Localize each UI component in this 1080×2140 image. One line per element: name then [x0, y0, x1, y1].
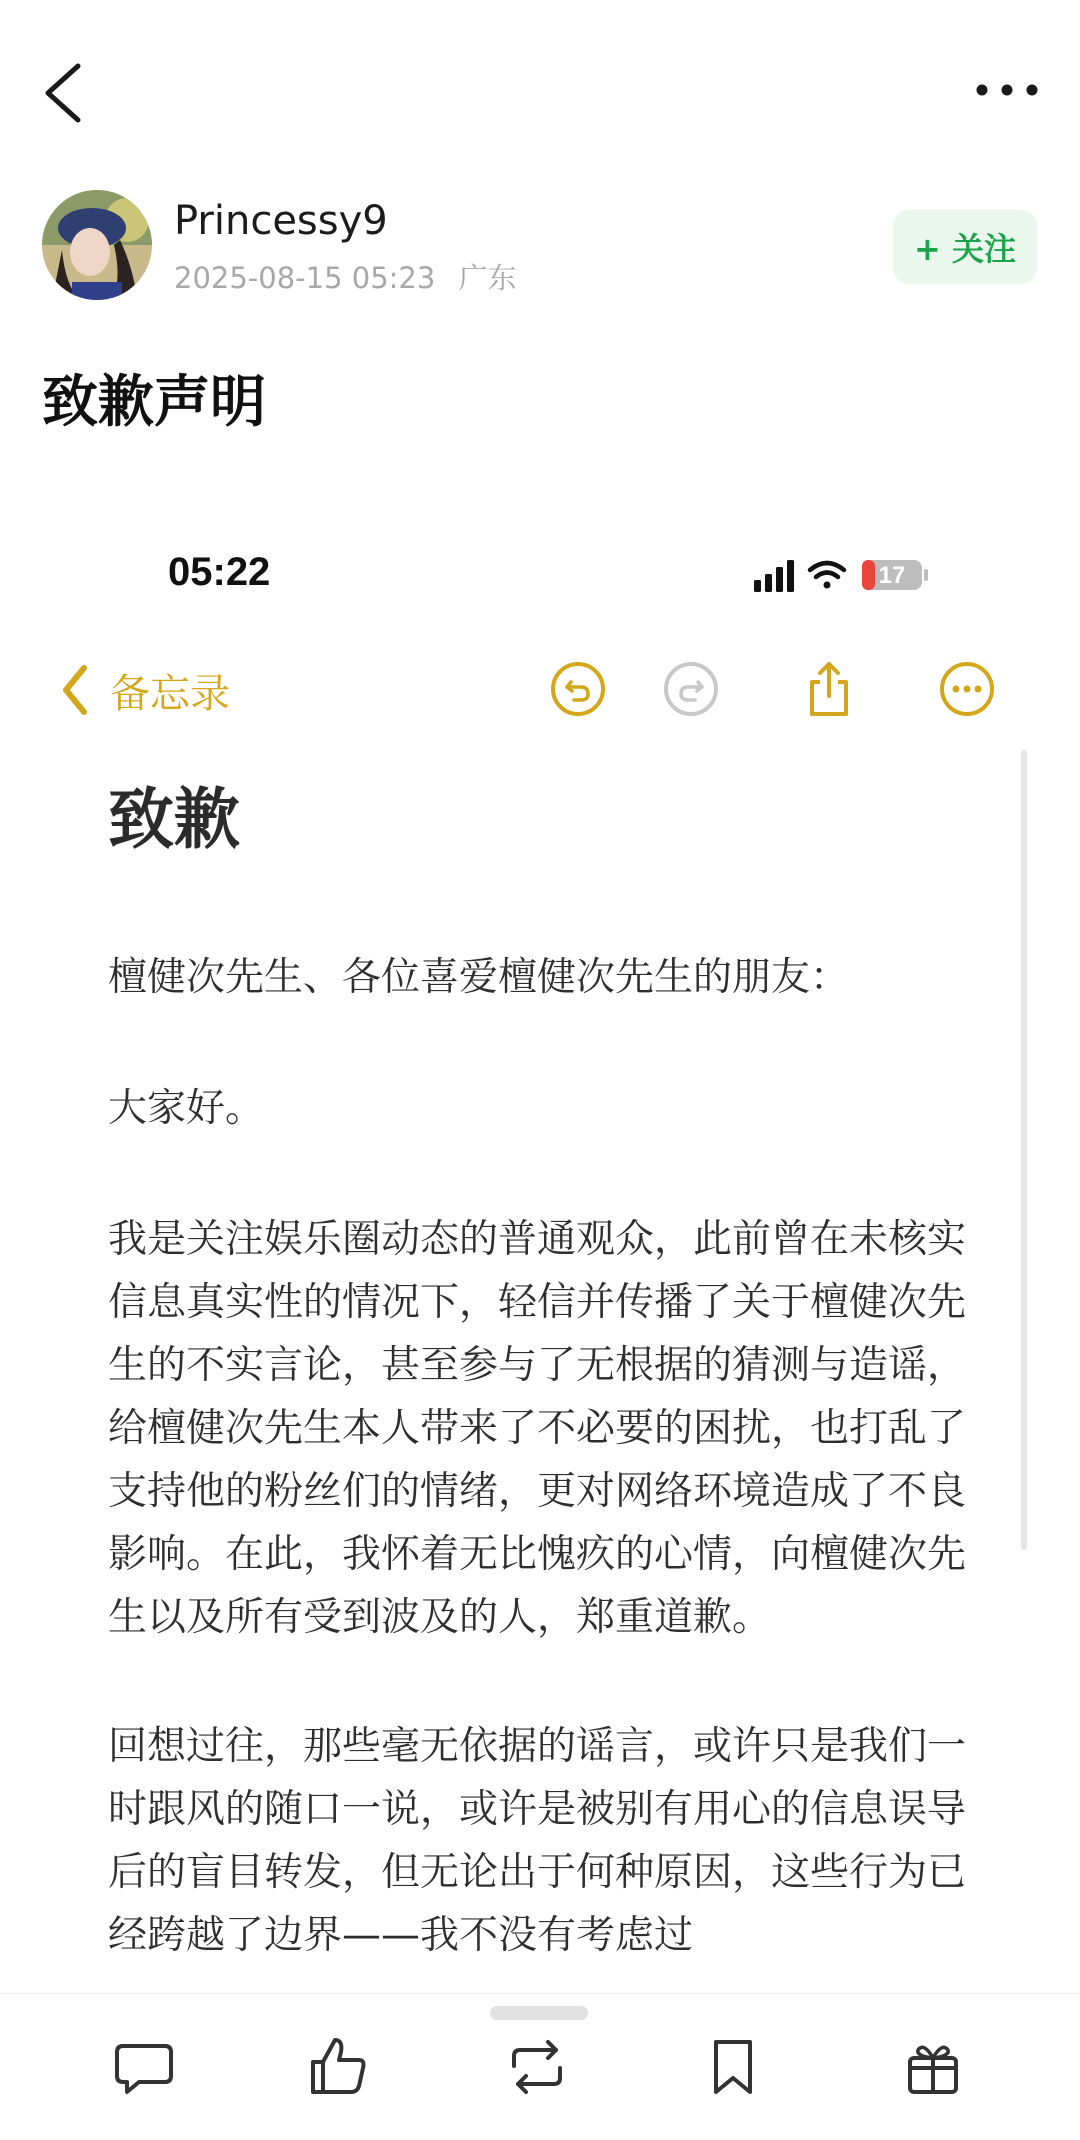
- post-location: 广东: [458, 261, 517, 295]
- redo-icon: [662, 660, 720, 718]
- gift-button[interactable]: [898, 2032, 968, 2102]
- wifi-icon: [810, 563, 844, 589]
- comment-icon: [109, 2032, 179, 2102]
- redo-button[interactable]: [662, 660, 720, 718]
- repost-icon: [502, 2032, 572, 2102]
- author-row: [0, 190, 1080, 310]
- undo-button[interactable]: [549, 660, 607, 718]
- more-circle-icon: [938, 660, 996, 718]
- drag-handle[interactable]: [490, 2006, 588, 2020]
- undo-icon: [549, 660, 607, 718]
- author-name[interactable]: Princessy9: [174, 198, 388, 244]
- note-salutation: 檀健次先生、各位喜爱檀健次先生的朋友：: [108, 955, 850, 1000]
- cellular-signal-icon: [754, 560, 794, 592]
- post-timestamp: 2025-08-15 05:23: [174, 261, 436, 295]
- note-greeting: 大家好。: [108, 1086, 265, 1131]
- note-title: 致歉: [108, 781, 240, 858]
- top-nav-bar: [0, 0, 1080, 180]
- bottom-action-bar: [0, 1993, 1080, 2140]
- share-icon: [800, 660, 858, 718]
- comment-button[interactable]: [109, 2032, 179, 2102]
- post-title: 致歉声明: [42, 370, 266, 435]
- more-options-button[interactable]: [972, 72, 1042, 108]
- note-paragraph: 我是关注娱乐圈动态的普通观众，此前曾在未核实信息真实性的情况下，轻信并传播了关于檀健次先生的不实言论，甚至参与了无根据的猜测与造谣，给檀健次先生本人带来了不必要的困扰，也打乱了支持他的粉丝们的情绪，更对网络环境造成了不良影响。在此，我怀着无比愧疚的心情，向檀健次先生以及所有受到波及的人，郑重道歉。: [108, 1217, 967, 1640]
- embedded-screenshot[interactable]: [0, 520, 1080, 1995]
- note-body: [108, 760, 968, 1967]
- notes-toolbar: [0, 638, 1080, 738]
- like-icon: [303, 2032, 373, 2102]
- bookmark-icon: [698, 2032, 768, 2102]
- share-button[interactable]: [800, 660, 858, 718]
- note-paragraph: 回想过往，那些毫无依据的谣言，或许只是我们一时跟风的随口一说，或许是被别有用心的信息误导后的盲目转发，但无论出于何种原因，这些行为已经跨越了边界——我不没有考虑过: [108, 1724, 967, 1958]
- status-icons: [752, 554, 952, 598]
- repost-button[interactable]: [502, 2032, 572, 2102]
- notes-back-button[interactable]: [60, 660, 230, 720]
- scrollbar[interactable]: [1021, 750, 1027, 1550]
- chevron-left-icon: [60, 664, 90, 716]
- gift-icon: [898, 2032, 968, 2102]
- avatar[interactable]: [42, 190, 152, 300]
- battery-level: 17: [878, 562, 906, 589]
- battery-icon: [862, 560, 928, 590]
- back-button[interactable]: [36, 58, 96, 128]
- notes-more-button[interactable]: [938, 660, 996, 718]
- post-meta: [174, 256, 531, 297]
- like-button[interactable]: [303, 2032, 373, 2102]
- chevron-left-icon: [36, 58, 96, 128]
- bookmark-button[interactable]: [698, 2032, 768, 2102]
- notes-back-label: 备忘录: [110, 670, 230, 717]
- follow-button[interactable]: + 关注: [893, 210, 1037, 284]
- more-horizontal-icon: [972, 72, 1042, 108]
- status-time: 05:22: [168, 550, 271, 594]
